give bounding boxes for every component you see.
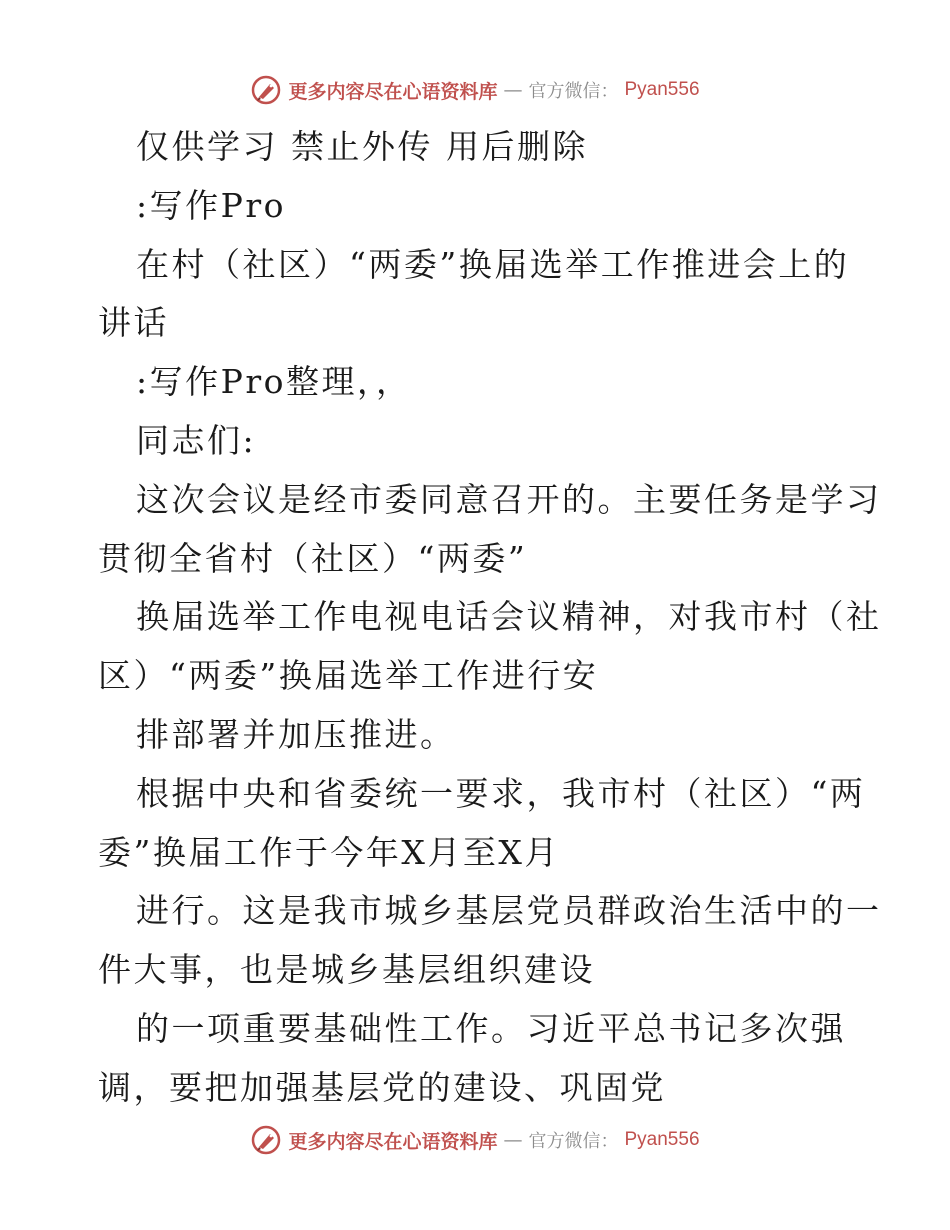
pen-nib-circle-icon [250,74,282,106]
watermark-official-label: 官方微信： [528,1131,619,1152]
paragraph-line: 件大事，也是城乡基层组织建设 [98,950,595,990]
paragraph-line: 贯彻全省村（社区）“两委” [98,538,528,578]
watermark-wechat-id: Pyan556 [624,1129,700,1150]
speech-title-line: 在村（社区）“两委”换届选举工作推进会上的 [136,244,850,284]
watermark-official-label: 官方微信： [528,81,619,102]
paragraph-line: 委”换届工作于今年X月至X月 [98,832,560,872]
watermark-dash: — [503,79,523,101]
watermark-site-text: 更多内容尽在心语资料库 [288,1130,498,1153]
watermark-site-text: 更多内容尽在心语资料库 [288,80,498,103]
paragraph-line: 这次会议是经市委同意召开的。主要任务是学习 [136,479,882,519]
paragraph-line: 的一项重要基础性工作。习近平总书记多次强 [136,1008,846,1048]
author-line: :写作Pro [136,185,286,225]
pen-nib-circle-icon [250,1124,282,1156]
paragraph-line: 排部署并加压推进。 [136,714,456,754]
speech-title-continued: 讲话 [98,303,169,343]
compiler-line: :写作Pro整理，， [136,362,412,402]
notice-line: 仅供学习 禁止外传 用后删除 [136,127,588,166]
watermark-wechat-id: Pyan556 [624,79,700,100]
paragraph-line: 换届选举工作电视电话会议精神，对我市村（社 [136,597,882,637]
paragraph-line: 根据中央和省委统一要求，我市村（社区）“两 [136,773,866,813]
paragraph-line: 区）“两委”换届选举工作进行安 [98,656,599,696]
paragraph-line: 调，要把加强基层党的建设、巩固党 [98,1067,666,1107]
document-body [98,118,882,1118]
salutation-line: 同志们: [136,420,257,460]
header-watermark [0,70,950,110]
paragraph-line: 进行。这是我市城乡基层党员群政治生活中的一 [136,891,882,931]
watermark-dash: — [503,1129,523,1151]
footer-watermark [0,1120,950,1160]
